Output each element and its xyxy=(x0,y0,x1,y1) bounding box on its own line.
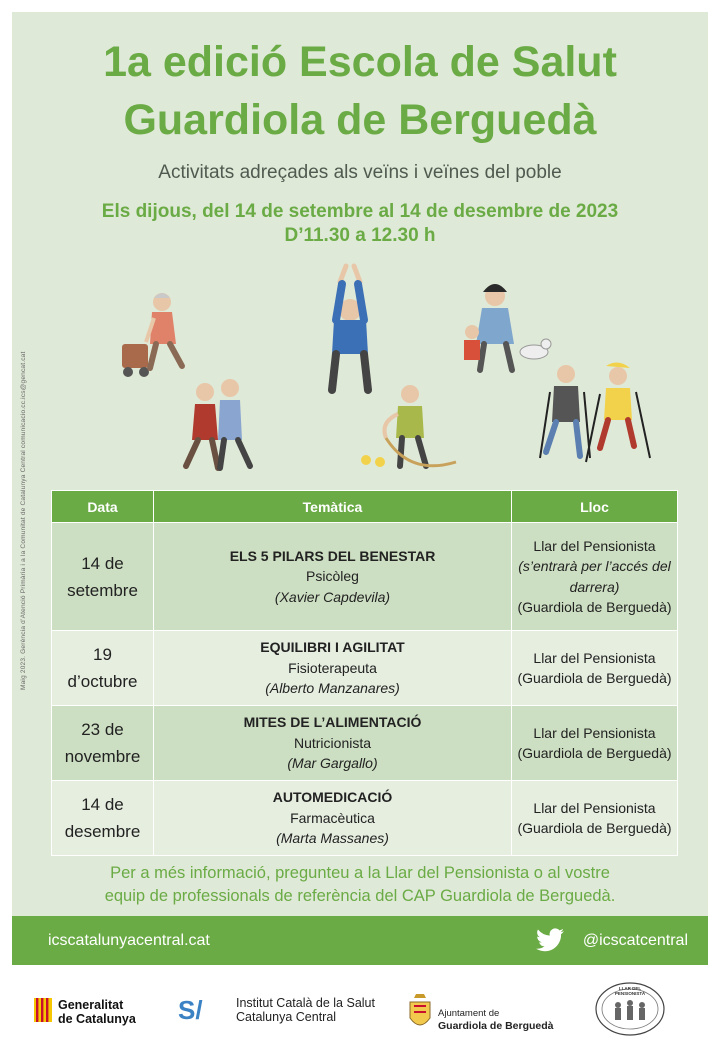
table-row xyxy=(52,781,678,856)
website-link[interactable]: icscatalunyacentral.cat xyxy=(48,932,210,949)
walking-couple-figure xyxy=(186,379,250,468)
session-place: Llar del Pensionista xyxy=(533,649,656,666)
schedule-table xyxy=(51,490,678,856)
header-topic: Temàtica xyxy=(154,491,512,523)
llar-pensionista-logo xyxy=(594,981,666,1040)
session-topic-cell xyxy=(154,781,512,856)
logos-row xyxy=(0,978,720,1038)
info-line-1: Per a més informació, pregunteu a la Llar del Pensionista o al vostre xyxy=(110,864,610,882)
session-place-town: (Guardiola de Berguedà) xyxy=(517,820,672,836)
session-role: Farmacèutica xyxy=(290,809,375,826)
ics-line-2: Catalunya Central xyxy=(236,1010,337,1024)
gen-line-1: Generalitat xyxy=(58,998,124,1012)
table-row xyxy=(52,706,678,781)
man-watering-figure xyxy=(361,385,456,467)
session-topic-cell xyxy=(154,706,512,781)
catalan-flag-icon xyxy=(34,998,52,1022)
info-line-2: equip de professionals de referència del CAP Guardiola de Berguedà. xyxy=(104,887,616,905)
session-place-town: (Guardiola de Berguedà) xyxy=(517,599,672,615)
ics-line-1: Institut Català de la Salut xyxy=(236,996,375,1010)
session-topic-cell xyxy=(154,631,512,706)
subtitle: Activitats adreçades als veïns i veïnes del poble xyxy=(158,162,562,183)
session-place-note: (s’entrarà per l’accés del darrera) xyxy=(518,558,671,595)
session-topic-cell xyxy=(154,523,512,631)
ics-symbol: S/ xyxy=(178,995,203,1025)
session-date: 23 de novembre xyxy=(52,706,154,781)
stretching-man-figure xyxy=(332,266,368,390)
session-speaker: (Xavier Capdevila) xyxy=(274,588,391,605)
nordic-walkers-figure xyxy=(540,362,650,462)
coat-of-arms-icon xyxy=(408,992,432,1032)
session-place: Llar del Pensionista xyxy=(533,724,656,741)
session-speaker: (Alberto Manzanares) xyxy=(265,680,400,697)
session-topic: AUTOMEDICACIÓ xyxy=(272,789,393,806)
session-topic: ELS 5 PILARS DEL BENESTAR xyxy=(229,547,436,564)
session-date: 14 de desembre xyxy=(52,781,154,856)
woman-with-child-and-dog-figure xyxy=(464,284,551,370)
table-row xyxy=(52,523,678,631)
gen-line-2: de Catalunya xyxy=(58,1012,136,1026)
session-date: 14 de setembre xyxy=(52,523,154,631)
session-topic: EQUILIBRI I AGILITAT xyxy=(260,639,405,656)
session-place-town: (Guardiola de Berguedà) xyxy=(517,670,672,686)
ics-logo xyxy=(178,996,375,1024)
session-place-cell xyxy=(512,781,678,856)
dates-line-2: D’11.30 a 12.30 h xyxy=(284,225,436,246)
twitter-handle[interactable]: @icscatcentral xyxy=(582,932,688,949)
generalitat-logo xyxy=(34,998,136,1026)
aj-line-1: Ajuntament de xyxy=(438,1008,500,1019)
header-date: Data xyxy=(52,491,154,523)
header-place: Lloc xyxy=(512,491,678,523)
session-place-cell xyxy=(512,631,678,706)
table-row xyxy=(52,631,678,706)
dates-line-1: Els dijous, del 14 de setembre al 14 de desembre de 2023 xyxy=(101,201,619,222)
session-topic: MITES DE L’ALIMENTACIÓ xyxy=(243,714,422,731)
woman-with-trolley-figure xyxy=(122,293,182,377)
session-place-town: (Guardiola de Berguedà) xyxy=(517,745,672,761)
session-place: Llar del Pensionista xyxy=(533,537,656,554)
session-role: Nutricionista xyxy=(293,734,372,751)
twitter-bird-icon[interactable] xyxy=(536,928,564,952)
ajuntament-logo xyxy=(408,988,554,1033)
title-line-2: Guardiola de Berguedà xyxy=(123,96,597,144)
llar-text: LLAR DEL PENSIONISTA xyxy=(614,986,646,996)
session-place-cell xyxy=(512,523,678,631)
contact-bar xyxy=(12,916,708,965)
side-note: Maig 2023. Gerència d’Atenció Primària i a la Comunitat de Catalunya Central comunicacio.cc.ics@gencat.cat xyxy=(20,351,27,690)
session-date: 19 d’octubre xyxy=(52,631,154,706)
session-speaker: (Mar Gargallo) xyxy=(287,755,378,772)
aj-line-2: Guardiola de Berguedà xyxy=(438,1020,554,1032)
session-role: Psicòleg xyxy=(306,568,359,585)
session-speaker: (Marta Massanes) xyxy=(276,830,389,847)
session-place: Llar del Pensionista xyxy=(533,799,656,816)
table-header-row xyxy=(52,491,678,523)
session-place-cell xyxy=(512,706,678,781)
title-line-1: 1a edició Escola de Salut xyxy=(103,38,617,86)
session-role: Fisioterapeuta xyxy=(288,659,377,676)
seniors-illustration xyxy=(110,262,670,482)
